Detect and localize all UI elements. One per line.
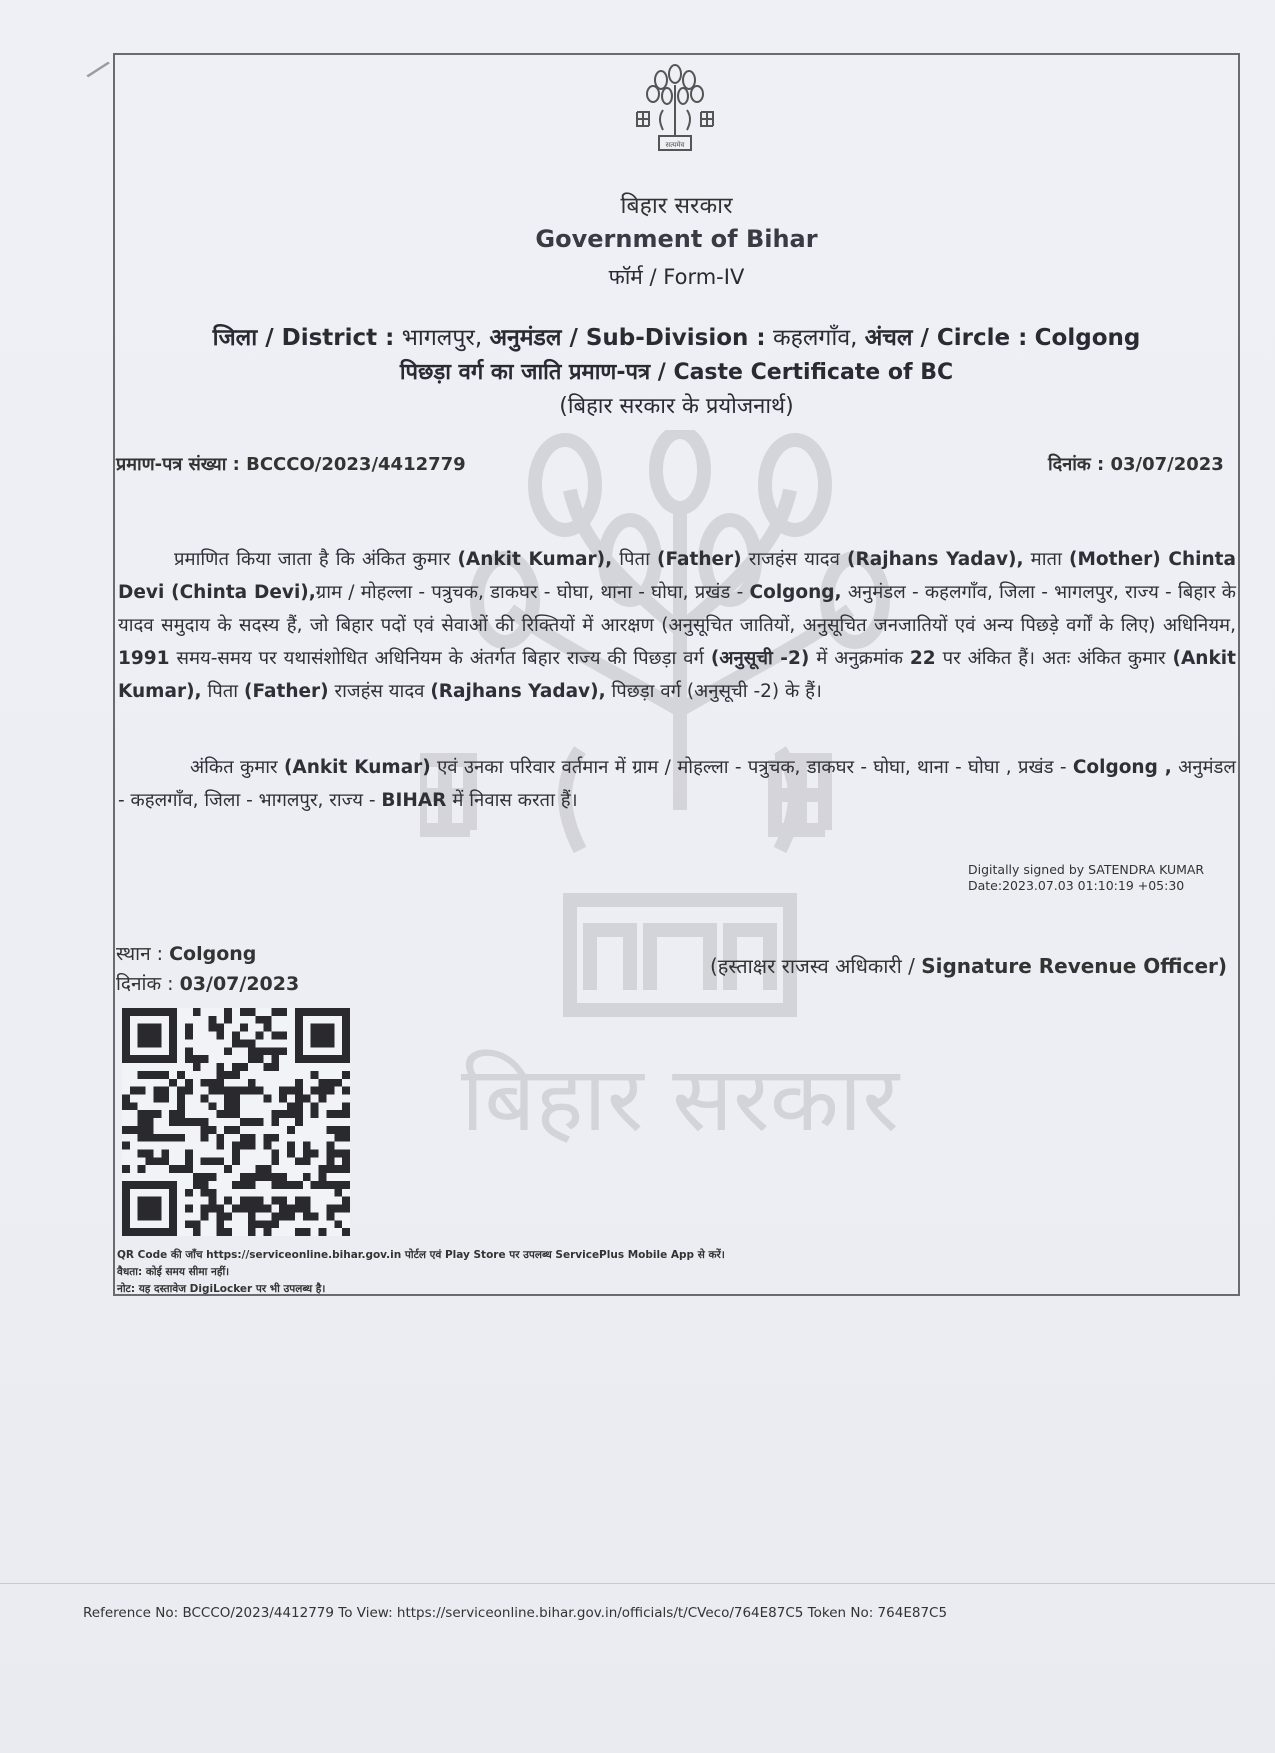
bihar-emblem-logo: [625, 60, 725, 160]
para1-text-12: पिछड़ा वर्ग (अनुसूची -2) के हैं।: [611, 681, 822, 702]
para2-text-2: एवं उनका परिवार वर्तमान में ग्राम / मोहल्ला - पत्रुचक, डाकघर - घोघा, थाना - घोघा , प्रखंड -: [437, 757, 1067, 778]
certificate-title: पिछड़ा वर्ग का जाति प्रमाण-पत्र / Caste Certificate of BC: [399, 360, 954, 385]
para1-text-10: पिता: [207, 681, 239, 702]
notes-block: [117, 1247, 725, 1298]
para1-text-4: माता: [1030, 549, 1062, 570]
reference-footer: Reference No: BCCCO/2023/4412779 To View: https://serviceonline.bihar.gov.in/officials/t/CVeco/764E87C5 Token No: 764E87C5: [83, 1605, 948, 1621]
para1-bold-5: Colgong,: [749, 582, 842, 603]
place-date-value: 03/07/2023: [179, 973, 300, 995]
para1-bold-9: (Ankit Kumar),: [118, 648, 1236, 702]
subdivision-value: कहलगाँव,: [772, 325, 858, 351]
para1-text-5: ग्राम / मोहल्ला - पत्रुचक, डाकघर - घोघा, थाना - घोघा, प्रखंड -: [315, 582, 744, 603]
para1-text-8: में अनुक्रमांक: [816, 648, 903, 669]
digital-signature-date: Date:2023.07.03 01:10:19 +05:30: [968, 878, 1185, 893]
circle-value: Colgong: [1034, 325, 1141, 351]
para2-bold-1: (Ankit Kumar): [283, 757, 431, 778]
subdivision-label: अनुमंडल / Sub-Division :: [489, 325, 766, 351]
para1-text-1: प्रमाणित किया जाता है कि अंकित कुमार: [174, 549, 451, 570]
digilocker-note: नोट: यह दस्तावेज DigiLocker पर भी उपलब्ध है।: [117, 1283, 326, 1295]
digital-signature-signer: Digitally signed by SATENDRA KUMAR: [968, 862, 1205, 877]
para1-text-7: समय-समय पर यथासंशोधित अधिनियम के अंतर्गत बिहार राज्य की पिछड़ा वर्ग: [176, 648, 704, 669]
para1-bold-8: 22: [909, 648, 936, 669]
title-hindi: बिहार सरकार: [620, 193, 733, 219]
title-english: Government of Bihar: [535, 225, 818, 253]
qr-verification-note: QR Code की जाँच https://serviceonline.bihar.gov.in पोर्टल एवं Play Store पर उपलब्ध ServicePlus Mobile App से करें।: [117, 1249, 725, 1261]
certificate-number: [116, 452, 466, 476]
para2-text-3: अनुमंडल - कहलगाँव, जिला - भागलपुर, राज्य -: [118, 757, 1236, 811]
para1-bold-2: (Father): [656, 549, 742, 570]
certificate-number-value: BCCCO/2023/4412779: [246, 454, 466, 475]
signature-label-english: Signature Revenue Officer): [921, 954, 1228, 978]
location-line: [113, 320, 1240, 352]
para1-bold-10: (Father): [243, 681, 329, 702]
signature-label-hindi: (हस्ताक्षर राजस्व अधिकारी /: [710, 954, 915, 978]
signature-line: [710, 952, 1227, 979]
watermark-text: बिहार सरकार: [460, 1047, 900, 1150]
validity-note: वैधता: कोई समय सीमा नहीं।: [117, 1266, 230, 1278]
para1-text-9: पर अंकित हैं। अतः अंकित कुमार: [942, 648, 1166, 669]
para2-bold-3: BIHAR: [381, 790, 447, 811]
place-line: [116, 940, 256, 966]
para1-text-2: पिता: [619, 549, 650, 570]
district-value: भागलपुर,: [401, 325, 483, 351]
para2-bold-2: Colgong ,: [1072, 757, 1172, 778]
para1-text-11: राजहंस यादव: [334, 681, 425, 702]
para2-text-1: अंकित कुमार: [190, 757, 278, 778]
certificate-number-label: प्रमाण-पत्र संख्या :: [116, 454, 240, 475]
place-date-line: [116, 970, 299, 996]
certificate-body-paragraph-2: [118, 751, 1236, 817]
para1-bold-6: 1991: [118, 648, 170, 669]
certificate-body-paragraph-1: [118, 543, 1236, 708]
pen-mark: /: [82, 52, 114, 87]
issue-date-value: 03/07/2023: [1110, 454, 1224, 475]
para2-text-4: में निवास करता हैं।: [452, 790, 578, 811]
para1-bold-4: (Mother) Chinta Devi (Chinta Devi),: [118, 549, 1236, 603]
place-date-label: दिनांक :: [116, 973, 174, 995]
qr-code: [120, 1008, 352, 1236]
emblem-motto: सत्यमेव: [665, 141, 685, 149]
para1-text-3: राजहंस यादव: [748, 549, 840, 570]
place-value: Colgong: [169, 943, 257, 965]
para1-bold-1: (Ankit Kumar),: [457, 549, 613, 570]
issue-date-label: दिनांक :: [1048, 454, 1105, 475]
para1-text-6: अनुमंडल - कहलगाँव, जिला - भागलपुर, राज्य - बिहार के यादव समुदाय के सदस्य हैं, जो बिहार पदों एवं सेवाओं की रिक्तियों में आरक्षण (अनुसूचित जातियों, अनुसूचित जनजातियों एवं अन्य पिछड़े वर्गों के लिए) अधिनियम,: [118, 582, 1236, 636]
circle-label: अंचल / Circle :: [864, 325, 1028, 351]
form-number: फॉर्म / Form-IV: [608, 265, 745, 289]
para1-bold-7: (अनुसूची -2): [710, 648, 810, 669]
para1-bold-3: (Rajhans Yadav),: [847, 549, 1024, 570]
district-label: जिला / District :: [212, 325, 395, 351]
certificate-purpose: (बिहार सरकार के प्रयोजनार्थ): [559, 394, 794, 419]
issue-date: [1048, 452, 1224, 476]
para1-bold-11: (Rajhans Yadav),: [430, 681, 606, 702]
place-label: स्थान :: [116, 943, 164, 965]
footer-divider: [0, 1583, 1275, 1584]
digital-signature-block: [968, 862, 1204, 894]
